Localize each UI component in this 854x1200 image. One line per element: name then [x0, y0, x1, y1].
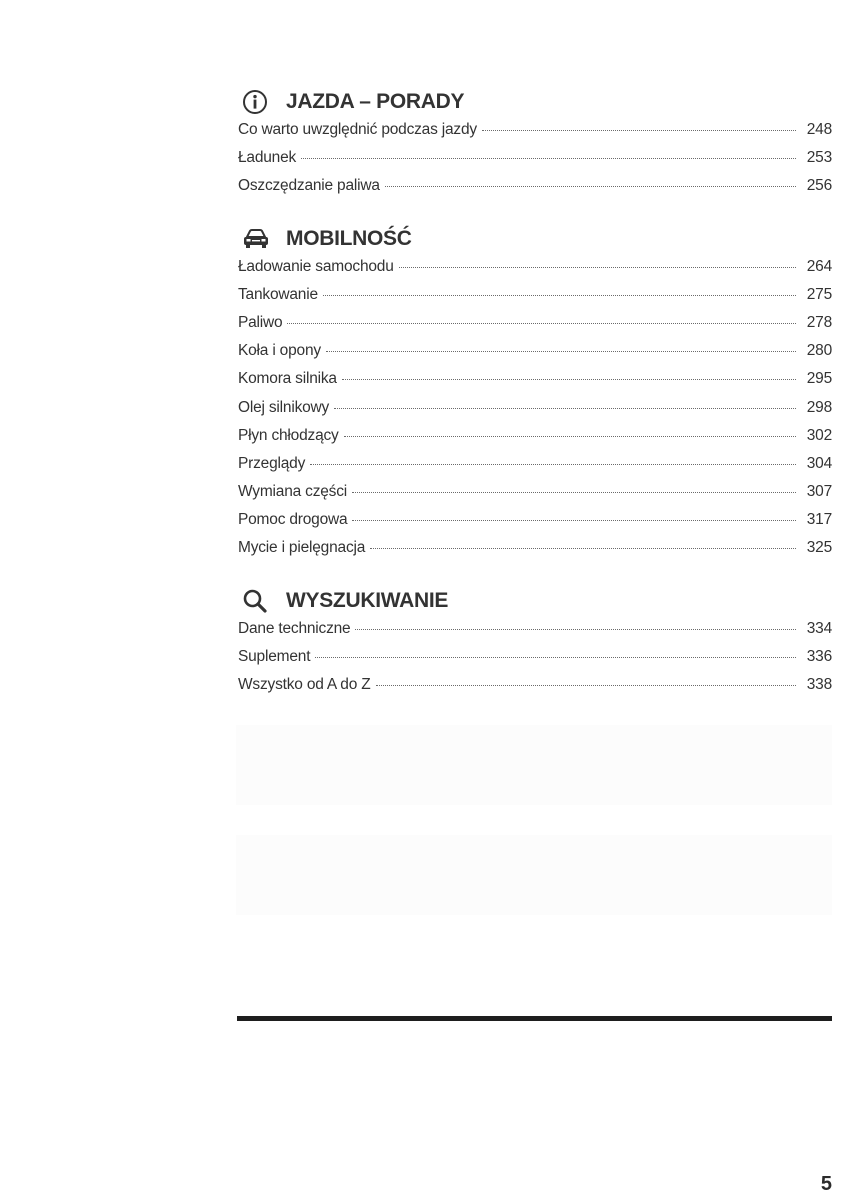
toc-entry-label: Paliwo — [238, 313, 283, 331]
toc-entry-label: Wymiana części — [238, 483, 348, 501]
toc-entry-page: 295 — [806, 370, 832, 388]
section-mobilnosc — [238, 222, 832, 568]
toc-entry[interactable] — [238, 648, 832, 676]
toc-entry-label: Koła i opony — [238, 342, 321, 360]
toc-entry-page: 334 — [806, 619, 832, 637]
toc-entry-page: 325 — [806, 539, 832, 557]
toc-entry-label: Wszystko od A do Z — [238, 676, 371, 693]
toc-entry-label: Dane techniczne — [238, 619, 351, 637]
info-circle-icon — [242, 89, 276, 115]
toc-entry-label: Tankowanie — [238, 285, 318, 303]
toc-entry-label: Ładowanie samochodu — [238, 257, 394, 275]
toc-entry-label: Komora silnika — [238, 370, 337, 388]
toc-entry[interactable] — [238, 149, 832, 177]
toc-list — [238, 121, 832, 206]
toc-entry-label: Suplement — [238, 647, 311, 665]
toc-entry-page: 336 — [806, 647, 832, 665]
toc-entry[interactable] — [238, 399, 832, 427]
blank-area — [236, 835, 832, 915]
toc-entry[interactable] — [238, 342, 832, 370]
toc-entry-page: 280 — [806, 342, 832, 360]
toc-entry[interactable] — [238, 427, 832, 455]
toc-entry-label: Oszczędzanie paliwa — [238, 177, 380, 195]
dot-leader — [352, 519, 796, 521]
dot-leader — [315, 656, 796, 658]
toc-entry[interactable] — [238, 676, 832, 704]
dot-leader — [310, 463, 796, 465]
section-title: MOBILNOŚĆ — [286, 226, 412, 250]
toc-entry-page: 298 — [806, 398, 832, 416]
toc-entry[interactable] — [238, 121, 832, 149]
dot-leader — [326, 350, 796, 352]
toc-entry[interactable] — [238, 258, 832, 286]
toc-entry[interactable] — [238, 620, 832, 648]
toc-entry-label: Przeglądy — [238, 454, 306, 472]
toc-list — [238, 258, 832, 568]
footer-rule — [237, 1016, 832, 1021]
dot-leader — [323, 294, 796, 296]
section-title: JAZDA – PORADY — [286, 90, 465, 113]
toc-entry-page: 338 — [806, 676, 832, 693]
dot-leader — [399, 266, 796, 268]
table-of-contents — [238, 85, 832, 720]
search-icon — [242, 588, 276, 614]
toc-entry-page: 304 — [806, 454, 832, 472]
toc-entry-label: Mycie i pielęgnacja — [238, 539, 366, 557]
section-title: WYSZUKIWANIE — [286, 588, 449, 612]
toc-entry[interactable] — [238, 286, 832, 314]
toc-entry-page: 275 — [806, 285, 832, 303]
section-jazda-porady — [238, 85, 832, 206]
dot-leader — [482, 129, 796, 131]
toc-entry-page: 278 — [806, 313, 832, 331]
toc-list — [238, 620, 832, 705]
toc-entry-label: Pomoc drogowa — [238, 511, 348, 529]
dot-leader — [355, 628, 796, 630]
dot-leader — [376, 684, 796, 686]
toc-entry-label: Co warto uwzględnić podczas jazdy — [238, 121, 477, 138]
toc-entry-page: 317 — [806, 511, 832, 529]
toc-entry-page: 256 — [806, 177, 832, 195]
dot-leader — [287, 322, 796, 324]
toc-entry-page: 264 — [806, 257, 832, 275]
dot-leader — [344, 435, 796, 437]
toc-entry-label: Płyn chłodzący — [238, 426, 339, 444]
dot-leader — [385, 185, 796, 187]
toc-entry[interactable] — [238, 370, 832, 398]
page-number: 5 — [820, 1173, 832, 1195]
dot-leader — [301, 157, 796, 159]
dot-leader — [352, 491, 796, 493]
toc-entry-page: 248 — [806, 121, 832, 138]
section-header — [238, 85, 832, 119]
section-wyszukiwanie — [238, 584, 832, 705]
toc-entry[interactable] — [238, 314, 832, 342]
section-header — [238, 584, 832, 618]
toc-entry[interactable] — [238, 511, 832, 539]
toc-entry[interactable] — [238, 455, 832, 483]
toc-entry-page: 302 — [806, 426, 832, 444]
dot-leader — [334, 407, 796, 409]
toc-entry-label: Ładunek — [238, 149, 297, 167]
dot-leader — [342, 378, 796, 380]
toc-entry-page: 307 — [806, 483, 832, 501]
dot-leader — [370, 547, 796, 549]
blank-area — [236, 725, 832, 805]
toc-entry[interactable] — [238, 177, 832, 205]
section-header — [238, 222, 832, 256]
toc-entry-label: Olej silnikowy — [238, 398, 330, 416]
toc-entry[interactable] — [238, 539, 832, 567]
car-icon — [242, 226, 276, 252]
toc-entry[interactable] — [238, 483, 832, 511]
toc-entry-page: 253 — [806, 149, 832, 167]
